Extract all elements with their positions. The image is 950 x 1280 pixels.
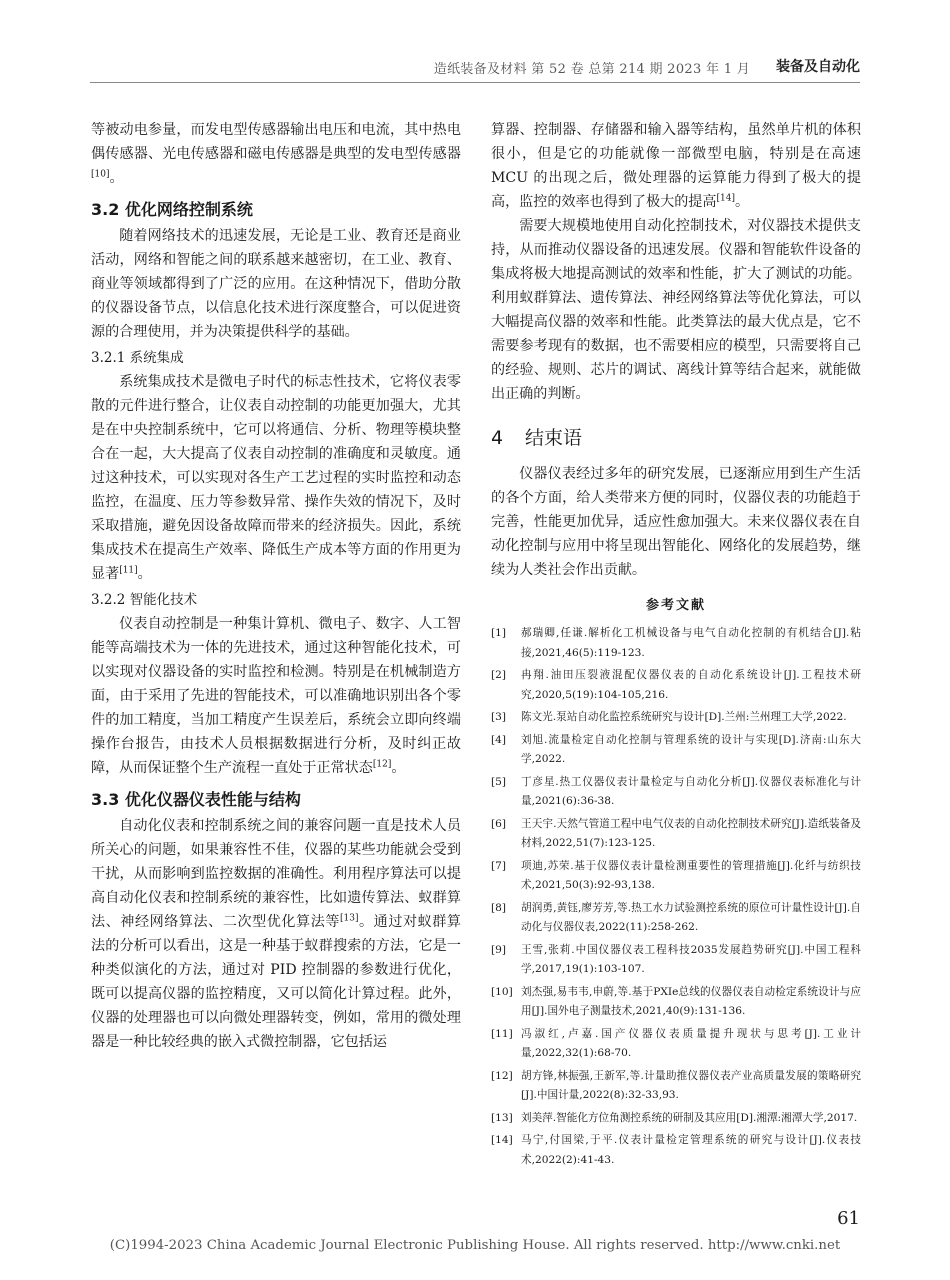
paragraph-3-2-2: 仪表自动控制是一种集计算机、微电子、数字、人工智能等高端技术为一体的先进技术，通过这种智能化技术，可以实现对仪器设备的实时监控和检测。特别是在机械制造方面，由于采用了先进的智能技术，可以准确地识别出各个零件的加工精度，当加工精度产生误差后，系统会立即向终端操作台报告，由技术人员根据数据进行分析，及时纠正故障，从而保证整个生产流程一直处于正常状态[12]。 bbox=[91, 616, 461, 776]
reference-text: 项迪,苏荣.基于仪器仪表计量检测重要性的管理措施[J].化纤与纺织技术,2021,50(3):92-93,138. bbox=[521, 859, 861, 891]
reference-number: [11] bbox=[491, 1027, 513, 1040]
reference-item bbox=[491, 773, 861, 812]
reference-text: 胡方锋,林振强,王新军,等.计量助推仪器仪表产业高质量发展的策略研究[J].中国计量,2022(8):32-33,93. bbox=[521, 1069, 861, 1101]
copyright-footer: (C)1994-2023 China Academic Journal Electronic Publishing House. All rights reserved. http://www.cnki.net bbox=[109, 1238, 841, 1253]
reference-number: [9] bbox=[491, 943, 507, 956]
reference-number: [1] bbox=[491, 627, 507, 639]
paragraph-optimization: 需要大规模地使用自动化控制技术，对仪器技术提供支持，从而推动仪器设备的迅速发展。仪器和智能软件设备的集成将极大地提高测试的效率和性能，扩大了测试的功能。利用蚁群算法、遗传算法、神经网络算法等优化算法，可以大幅提高仪器的效率和性能。此类算法的最大优点是，它不需要参考现有的数据，也不需要相应的模型，只需要将自己的经验、规则、芯片的调试、离线计算等结合起来，就能做出正确的判断。 bbox=[491, 218, 861, 402]
paragraph-3-2-1: 系统集成技术是微电子时代的标志性技术，它将仪表零散的元件进行整合，让仪表自动控制的功能更加强大，尤其是在中央控制系统中，它可以将通信、分析、物理等模块整合在一起，大大提高了仪表自动控制的准确度和灵敏度。通过这种技术，可以实现对各生产工艺过程的实时监控和动态监控，在温度、压力等参数异常、操作失效的情况下，及时采取措施，避免因设备故障而带来的经济损失。因此，系统集成技术在提高生产效率、降低生产成本等方面的作用更为显著[11]。 bbox=[91, 374, 461, 582]
reference-number: [10] bbox=[491, 985, 513, 998]
reference-text: 胡润勇,黄钰,廖芳芳,等.热工水力试验测控系统的原位可计量性设计[J].自动化与仪器仪表,2022(11):258-262. bbox=[521, 901, 861, 933]
reference-item bbox=[491, 731, 861, 770]
heading-number: 4 bbox=[491, 427, 504, 449]
heading-title: 结束语 bbox=[525, 427, 583, 449]
citation: [13] bbox=[340, 913, 359, 924]
citation: [11] bbox=[119, 565, 138, 576]
paragraph-3-3: 自动化仪表和控制系统之间的兼容问题一直是技术人员所关心的问题，如果兼容性不佳，仪器的某些功能就会受到干扰，从而影响到监控数据的准确性。利用程序算法可以提高自动化仪表和控制系统的兼容性，比如遗传算法、蚁群算法、神经网络算法、二次型优化算法等[13]。通过对蚁群算法的分析可以看出，这是一种基于蚁群搜索的方法，它是一种类似演化的方法，通过对 PID 控制器的参数进行优化，既可以提高仪器的监控精度，又可以简化计算过程。此外，仪器的处理器也可以向微处理器转变，例如，常用的微处理器是一种比较经典的嵌入式微控制器，它包括运 bbox=[91, 818, 462, 1050]
references-list bbox=[491, 624, 861, 1170]
heading-3-2-1: 3.2.1 系统集成 bbox=[91, 350, 184, 366]
reference-number: [14] bbox=[491, 1134, 513, 1146]
paragraph-continued: 算器、控制器、存储器和输入器等结构，虽然单片机的体积很小，但是它的功能就像一部微型电脑，特别是在高速 MCU 的出现之后，微处理器的运算能力得到了极大的提高，监控的效率也得到了极大的提高[14]。 bbox=[491, 122, 861, 210]
references-title: 参考文献 bbox=[645, 598, 706, 613]
reference-text: 冯淑红,卢嘉.国产仪器仪表质量提升现状与思考[J].工业计量,2022,32(1):68-70. bbox=[521, 1027, 861, 1059]
paragraph-conclusion: 仪器仪表经过多年的研究发展，已逐渐应用到生产生活的各个方面，给人类带来方便的同时，仪器仪表的功能趋于完善，性能更加优异，适应性愈加强大。未来仪器仪表在自动化控制与应用中将呈现出智能化、网络化的发展趋势，继续为人类社会作出贡献。 bbox=[491, 466, 861, 578]
reference-text: 刘美萍.智能化方位角测控系统的研制及其应用[D].湘潭:湘潭大学,2017. bbox=[521, 1111, 858, 1124]
paragraph-3-2: 随着网络技术的迅速发展，无论是工业、教育还是商业活动，网络和智能之间的联系越来越密切，在工业、教育、商业等领域都得到了广泛的应用。在这种情况下，借助分散的仪器设备节点，以信息化技术进行深度整合，可以促进资源的合理使用，并为决策提供科学的基础。 bbox=[91, 228, 461, 340]
reference-item bbox=[491, 983, 861, 1022]
reference-number: [8] bbox=[491, 901, 507, 914]
reference-item bbox=[491, 1025, 861, 1064]
reference-item bbox=[491, 857, 861, 896]
reference-number: [7] bbox=[491, 859, 507, 872]
running-header bbox=[90, 56, 860, 78]
section-title: 装备及自动化 bbox=[776, 59, 860, 75]
heading-3-3: 3.3 优化仪器仪表性能与结构 bbox=[91, 790, 301, 809]
reference-text: 冉翔.油田压裂液混配仪器仪表的自动化系统设计[J].工程技术研究,2020,5(19):104-105,216. bbox=[521, 669, 861, 701]
citation: [14] bbox=[716, 193, 735, 204]
reference-text: 马宁,付国梁,于平.仪表计量检定管理系统的研究与设计[J].仪表技术,2022(2):41-43. bbox=[521, 1134, 861, 1166]
reference-item bbox=[491, 815, 861, 854]
reference-item bbox=[491, 1067, 861, 1106]
reference-text: 郝瑞卿,任谦.解析化工机械设备与电气自动化控制的有机结合[J].粘接,2021,46(5):119-123. bbox=[521, 627, 861, 659]
reference-text: 王天宇.天然气管道工程中电气仪表的自动化控制技术研究[J].造纸装备及材料,2022,51(7):123-125. bbox=[521, 817, 861, 849]
reference-item bbox=[491, 899, 861, 938]
heading-3-2-2: 3.2.2 智能化技术 bbox=[91, 592, 198, 608]
paragraph-continued: 等被动电参量，而发电型传感器输出电压和电流，其中热电偶传感器、光电传感器和磁电传感器是典型的发电型传感器[10]。 bbox=[91, 122, 461, 186]
reference-number: [4] bbox=[491, 733, 507, 746]
reference-item bbox=[491, 666, 861, 705]
reference-text: 王雪,张莉.中国仪器仪表工程科技2035发展趋势研究[J].中国工程科学,2017,19(1):103-107. bbox=[521, 943, 861, 975]
reference-item bbox=[491, 1109, 861, 1129]
reference-number: [5] bbox=[491, 775, 507, 788]
reference-number: [12] bbox=[491, 1069, 513, 1082]
reference-item bbox=[491, 708, 861, 728]
header-rule bbox=[90, 82, 860, 83]
reference-item bbox=[491, 624, 861, 663]
reference-text: 刘杰强,易韦韦,申蔚,等.基于PXIe总线的仪器仪表自动检定系统设计与应用[J].国外电子测量技术,2021,40(9):131-136. bbox=[521, 985, 861, 1017]
reference-item bbox=[491, 941, 861, 980]
page-number: 61 bbox=[837, 1208, 860, 1229]
reference-number: [13] bbox=[491, 1111, 513, 1124]
reference-text: 丁彦星.热工仪器仪表计量检定与自动化分析[J].仪器仪表标准化与计量,2021(6):36-38. bbox=[521, 775, 861, 807]
reference-text: 陈文光.泵站自动化监控系统研究与设计[D].兰州:兰州理工大学,2022. bbox=[521, 711, 847, 723]
reference-number: [6] bbox=[491, 817, 507, 830]
right-column bbox=[491, 118, 861, 1173]
reference-number: [2] bbox=[491, 669, 507, 681]
heading-3-2: 3.2 优化网络控制系统 bbox=[91, 200, 253, 219]
citation: [12] bbox=[372, 759, 392, 770]
journal-info: 造纸装备及材料 第 52 卷 总第 214 期 2023 年 1 月 bbox=[433, 62, 750, 77]
left-column bbox=[91, 118, 461, 1054]
heading-4 bbox=[491, 424, 861, 452]
reference-number: [3] bbox=[491, 711, 507, 723]
reference-text: 刘旭.流量检定自动化控制与管理系统的设计与实现[D].济南:山东大学,2022. bbox=[521, 733, 861, 765]
citation: [10] bbox=[91, 169, 110, 180]
reference-item bbox=[491, 1131, 861, 1170]
